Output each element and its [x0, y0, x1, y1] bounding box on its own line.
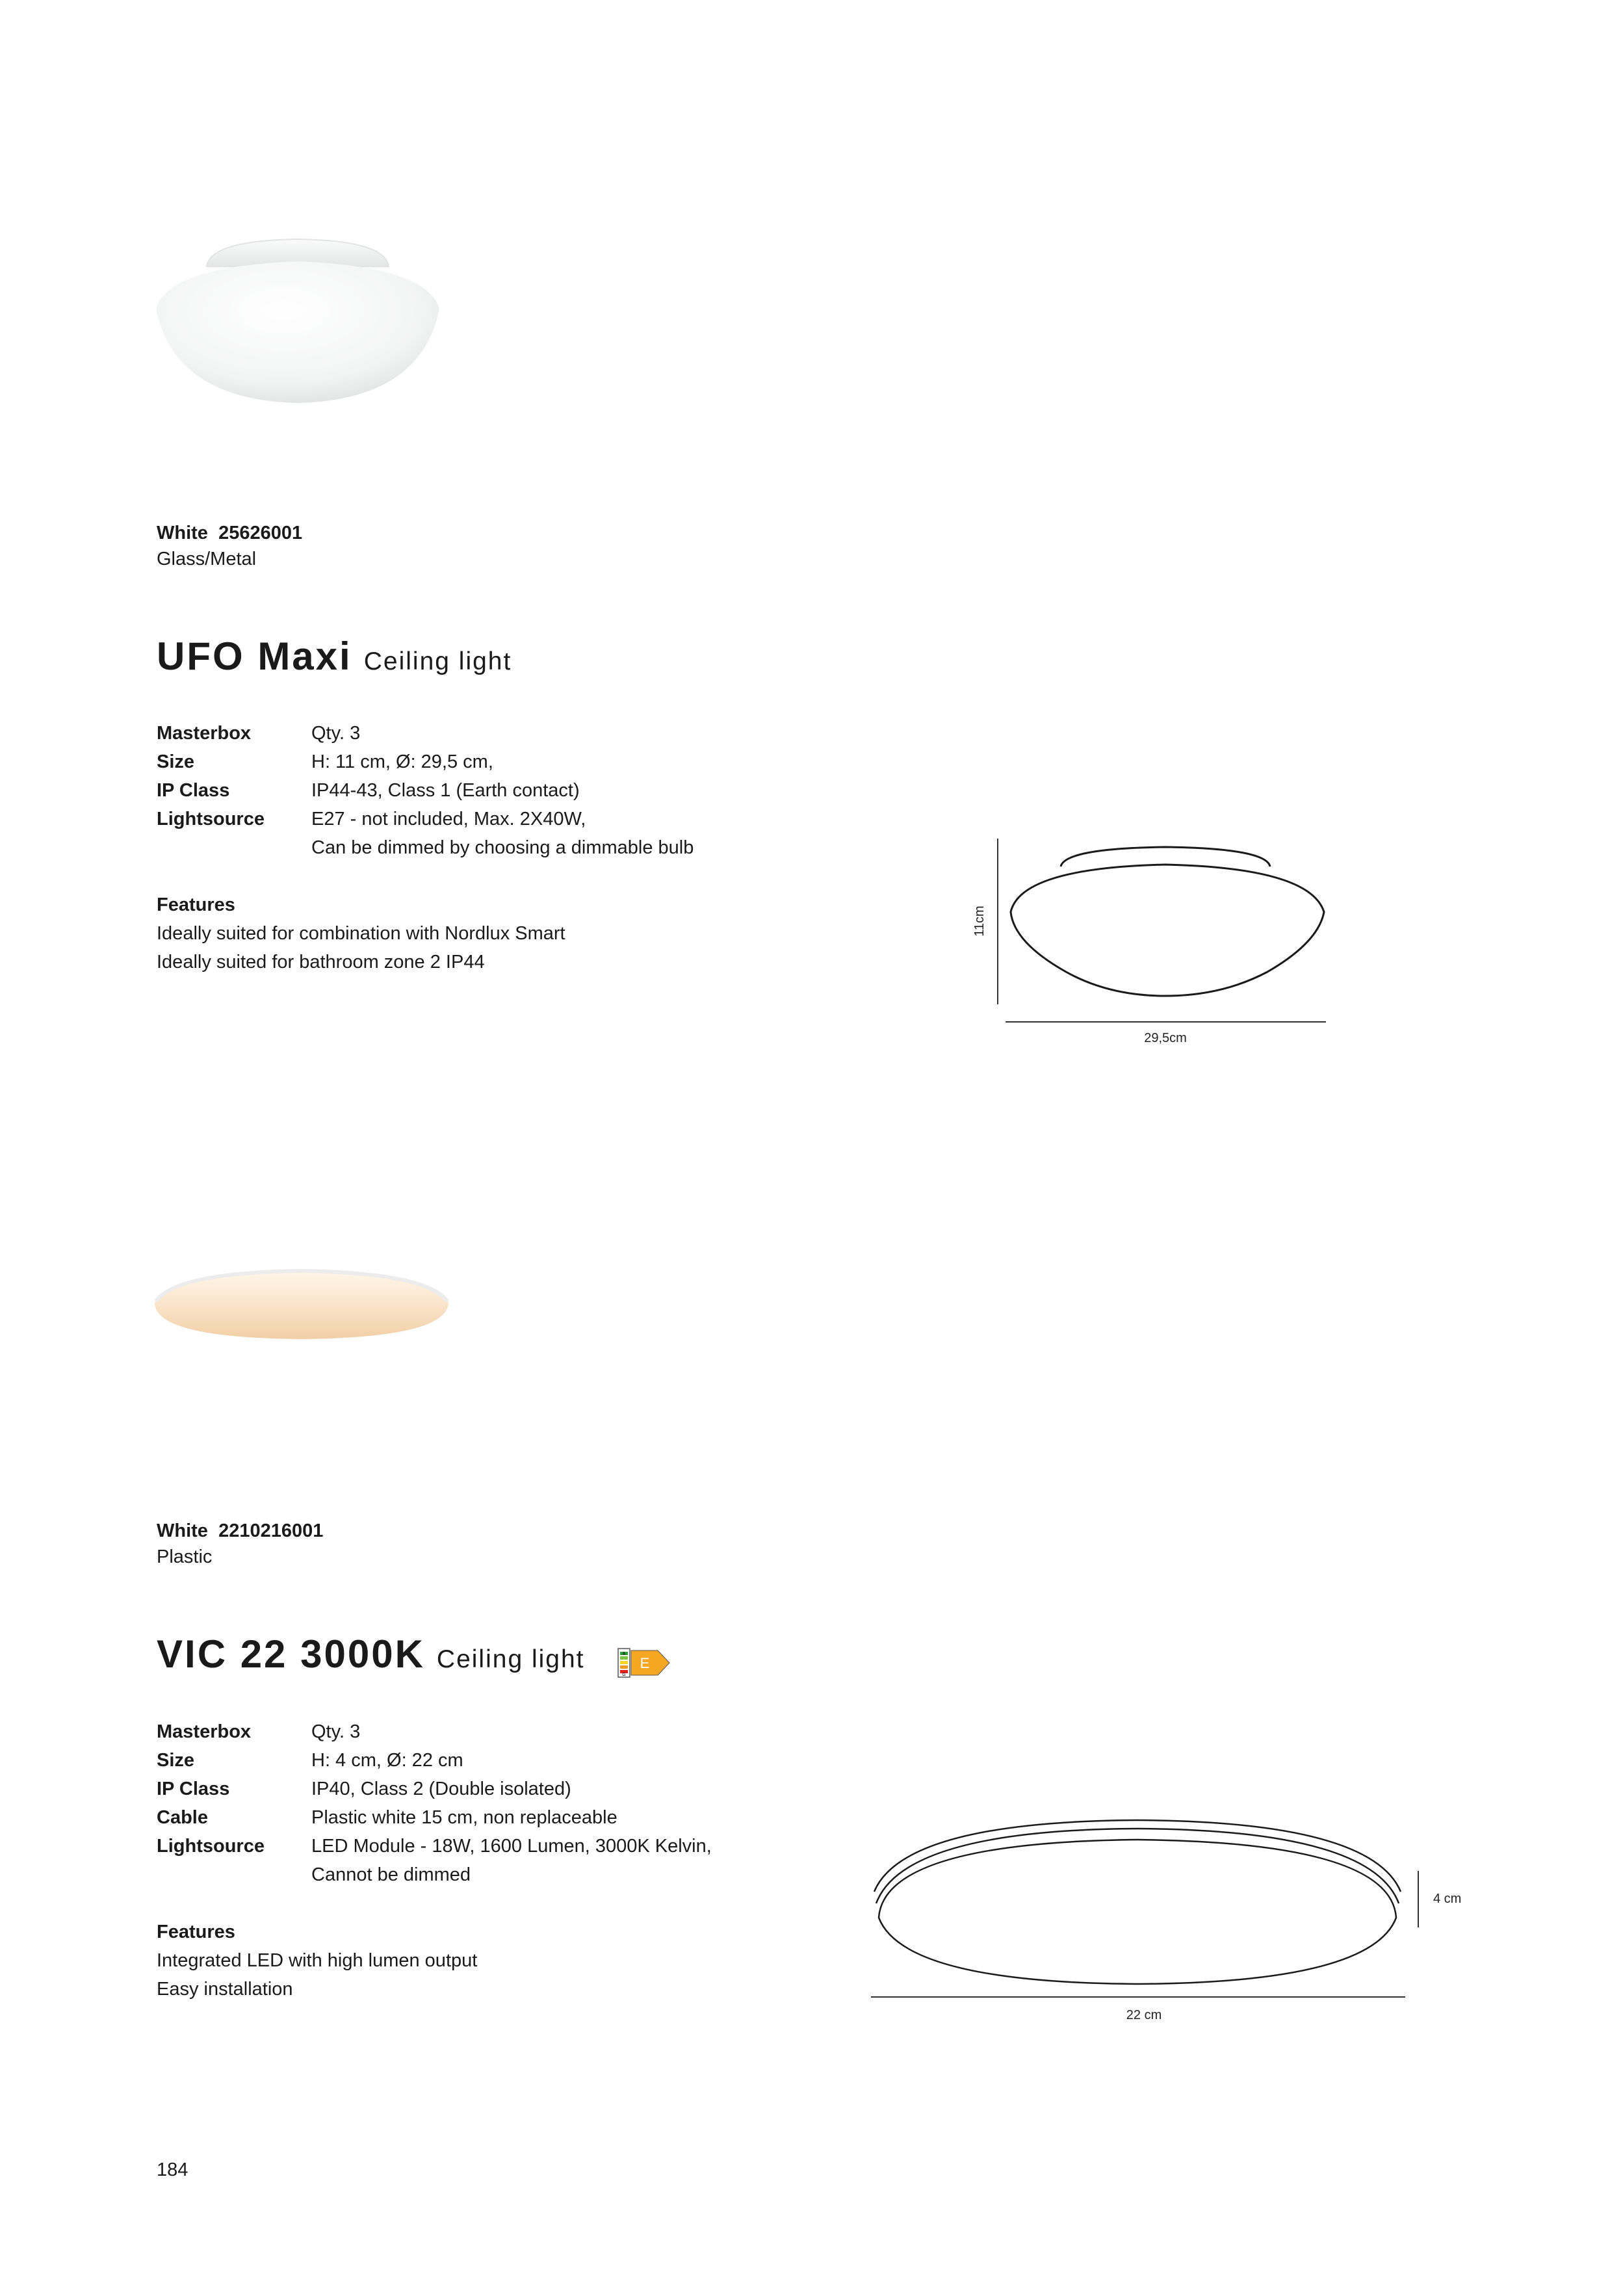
energy-scale-top: A	[622, 1652, 626, 1656]
spec-row-ip-class	[157, 776, 580, 805]
width-dimension-label: 22 cm	[1126, 2008, 1162, 2022]
features-heading: Features	[157, 894, 235, 915]
spec-label: Lightsource	[157, 1836, 265, 1857]
spec-row-size	[157, 748, 493, 776]
spec-label: IP Class	[157, 780, 230, 801]
spec-label: Cable	[157, 1807, 208, 1828]
product-title	[157, 1632, 585, 1676]
variant-material: Glass/Metal	[157, 549, 257, 569]
feature-item: Ideally suited for combination with Nordlux Smart	[157, 923, 565, 944]
spec-value: Plastic white 15 cm, non replaceable	[311, 1807, 617, 1828]
variant-code: 25626001	[218, 523, 303, 543]
spec-value: IP40, Class 2 (Double isolated)	[311, 1779, 571, 1799]
spec-value: H: 4 cm, Ø: 22 cm	[311, 1750, 463, 1771]
spec-row-lightsource	[157, 805, 586, 833]
product-photo-vic-22	[148, 1235, 454, 1430]
spec-value: Cannot be dimmed	[311, 1864, 471, 1885]
variant-color: White	[157, 1520, 208, 1541]
spec-row-lightsource-cont	[157, 833, 694, 862]
energy-label-badge	[617, 1648, 671, 1681]
variant-material: Plastic	[157, 1546, 213, 1567]
variant-code: 2210216001	[218, 1520, 324, 1541]
spec-label: Masterbox	[157, 1721, 252, 1742]
product-name: VIC 22 3000K	[157, 1632, 425, 1676]
spec-label: IP Class	[157, 1779, 230, 1799]
spec-value: E27 - not included, Max. 2X40W,	[311, 809, 586, 829]
feature-item: Ideally suited for bathroom zone 2 IP44	[157, 952, 485, 972]
width-dimension-label: 29,5cm	[1144, 1031, 1187, 1045]
feature-item: Easy installation	[157, 1979, 293, 2000]
variant-color: White	[157, 523, 208, 543]
height-dimension-label: 4 cm	[1433, 1892, 1462, 1906]
dimension-drawing-vic-22	[858, 1807, 1482, 2028]
spec-row-cable	[157, 1803, 617, 1832]
spec-label: Masterbox	[157, 723, 252, 744]
spec-value: Qty. 3	[311, 1721, 361, 1742]
spec-row-masterbox	[157, 719, 360, 748]
product-title	[157, 634, 512, 679]
energy-class: E	[640, 1655, 650, 1671]
spec-label: Lightsource	[157, 809, 265, 829]
spec-value: IP44-43, Class 1 (Earth contact)	[311, 780, 580, 801]
spec-row-lightsource-cont	[157, 1860, 471, 1889]
page-number: 184	[157, 2159, 188, 2180]
spec-label: Size	[157, 751, 195, 772]
spec-value: Qty. 3	[311, 723, 361, 744]
features-heading: Features	[157, 1922, 235, 1942]
variant-color-code	[157, 1518, 323, 1544]
product-type: Ceiling light	[363, 647, 512, 675]
energy-scale-bottom: G	[622, 1673, 626, 1677]
product-name: UFO Maxi	[157, 634, 352, 678]
spec-value: H: 11 cm, Ø: 29,5 cm,	[311, 751, 493, 772]
product-photo-ufo-maxi	[148, 176, 454, 449]
spec-row-size	[157, 1746, 463, 1775]
variant-color-code	[157, 520, 302, 546]
spec-value: Can be dimmed by choosing a dimmable bulb	[311, 837, 694, 858]
spec-label: Size	[157, 1750, 195, 1771]
spec-value: LED Module - 18W, 1600 Lumen, 3000K Kelvin,	[311, 1836, 712, 1857]
feature-item: Integrated LED with high lumen output	[157, 1950, 478, 1971]
height-dimension-label: 11cm	[972, 906, 987, 937]
spec-row-ip-class	[157, 1775, 571, 1803]
spec-row-masterbox	[157, 1717, 360, 1746]
spec-row-lightsource	[157, 1832, 712, 1860]
dimension-drawing-ufo-maxi	[962, 826, 1352, 1060]
product-type: Ceiling light	[436, 1645, 585, 1673]
